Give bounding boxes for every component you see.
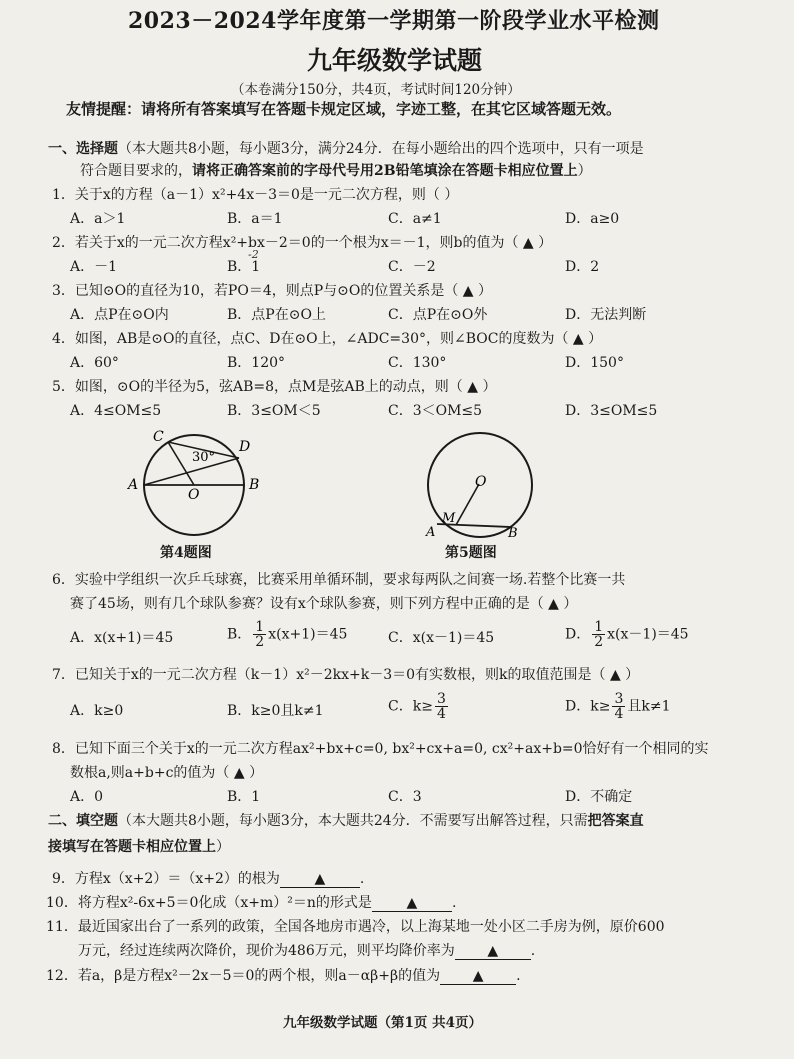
fig4-label-a: A (128, 477, 139, 493)
q5-option-c: C．3＜OM≤5 (388, 403, 483, 419)
fig5-label-o: O (475, 474, 487, 490)
section2-intro-bold-b: 接填写在答题卡相应位置上 (48, 839, 216, 855)
exam-info: （本卷满分150分，共4页，考试时间120分钟） (231, 82, 521, 98)
reminder-label: 友情提醒： (66, 100, 142, 118)
reminder-text: 请将所有答案填写在答题卡规定区域，字迹工整，在其它区域答题无效。 (141, 100, 622, 118)
q1-option-c: C．a≠1 (388, 211, 442, 227)
q8-option-d: D．不确定 (565, 789, 633, 805)
q6-option-b-prefix: B． (227, 626, 252, 643)
q10 (46, 892, 456, 912)
q11-answer-blank (455, 943, 531, 960)
fig4-label-o: O (188, 487, 200, 503)
q9-answer-mark: ▲ (314, 871, 326, 887)
fig4-label-b: B (249, 477, 260, 493)
q1-option-d: D．a≥0 (565, 211, 620, 227)
q10-answer-mark: ▲ (406, 895, 418, 911)
fig5-label-b: B (508, 526, 518, 541)
q6-option-d-prefix: D． (565, 626, 591, 643)
q3-stem: 3．已知⊙O的直径为10，若PO＝4，则点P与⊙O的位置关系是（ ▲ ） (52, 283, 493, 299)
section1-intro-line2 (80, 160, 592, 180)
page-footer: 九年级数学试题（第1页 共4页） (283, 1015, 482, 1031)
q1-stem: 1．关于x的方程（a－1）x²+4x－3＝0是一元二次方程，则（ ） (52, 187, 459, 203)
q8-stem-line2: 数根a,则a+b+c的值为（ ▲ ） (70, 765, 264, 781)
q7-option-d-suffix: 且k≠1 (627, 698, 671, 715)
q1-option-a: A．a＞1 (70, 211, 126, 227)
reminder (66, 98, 621, 119)
section1-intro-end: ） (577, 163, 592, 179)
q7-option-d-denominator: 4 (614, 706, 624, 722)
q7-option-a: A．k≥0 (70, 703, 124, 719)
q7-option-c (388, 692, 450, 721)
fig4-segment-co (168, 442, 194, 485)
q9-answer-blank (280, 871, 360, 888)
q12-answer-blank (440, 968, 516, 985)
q7-stem: 7．已知关于x的一元二次方程（k－1）x²－2kx+k－3＝0有实数根，则k的取值范围是（ ▲ ） (52, 667, 640, 683)
q8-option-a: A．0 (70, 789, 104, 805)
q6-stem-line2: 赛了45场，则有几个球队参赛？设有x个球队参赛，则下列方程中正确的是（ ▲ ） (70, 596, 578, 612)
fig5-caption: 第5题图 (445, 545, 497, 561)
q7-option-d (565, 692, 671, 721)
q5-stem: 5．如图，⊙O的半径为5，弦AB=8，点M是弦AB上的动点，则（ ▲ ） (52, 379, 497, 395)
q1-option-b: B．a＝1 (227, 211, 283, 227)
q9-end: . (359, 871, 365, 887)
q6-option-d-denominator: 2 (594, 634, 604, 650)
q6-option-b-expression: x(x+1)＝45 (268, 626, 348, 643)
q7-option-d-numerator: 3 (614, 691, 624, 707)
q6-option-a: A．x(x+1)＝45 (70, 630, 174, 646)
fig4-label-d: D (239, 439, 251, 455)
q6-stem-line1: 6．实验中学组织一次乒乓球赛，比赛采用单循环制，要求每两队之间赛一场.若整个比赛一共 (52, 572, 626, 588)
q11-answer-mark: ▲ (487, 943, 499, 959)
q2-handwritten-note: -2 (248, 248, 259, 261)
q6-option-b-fraction (253, 620, 266, 649)
q7-option-b: B．k≥0且k≠1 (227, 703, 324, 719)
fig5-segment-om (456, 484, 479, 525)
q2-option-b: B．1 (227, 259, 261, 275)
q6-option-d-fraction (592, 620, 605, 649)
q5-option-a: A．4≤OM≤5 (70, 403, 162, 419)
q11-stem-line2: 万元，经过连续两次降价，现价为486万元，则平均降价率为 (78, 943, 455, 959)
q11-stem-line1: 11．最近国家出台了一系列的政策，全国各地房市遇冷，以上海某地一处小区二手房为例，原价600 (46, 919, 665, 935)
section1-intro-a: （本大题共8小题，每小题3分，满分24分．在每小题给出的四个选项中，只有一项是 (118, 141, 644, 157)
fig4-label-c: C (153, 429, 164, 445)
q8-stem-line1: 8．已知下面三个关于x的一元二次方程ax²+bx+c=0, bx²+cx+a=0, cx²+ax+b=0恰好有一个相同的实 (52, 741, 709, 757)
q9 (52, 868, 364, 888)
section1-intro-bold: 请将正确答案前的字母代号用2B铅笔填涂在答题卡相应位置上 (192, 163, 578, 179)
q12-stem: 12．若a，β是方程x²－2x－5＝0的两个根，则a－αβ+β的值为 (46, 968, 441, 984)
q11-line2 (78, 940, 535, 960)
section2-intro-a: （本大题共8小题，每小题3分，本大题共24分．不需要写出解答过程，只需 (118, 813, 588, 829)
q7-option-c-denominator: 4 (436, 706, 446, 722)
q12 (46, 965, 521, 985)
section2-intro-line2 (48, 836, 230, 856)
q7-option-c-prefix: C．k≥ (388, 698, 433, 715)
exam-subtitle: 九年级数学试题 (307, 46, 483, 75)
section1-intro-line1 (48, 138, 644, 158)
section2-intro-end: ） (216, 839, 230, 855)
fig4-angle-label: 30° (192, 450, 216, 465)
q7-option-d-fraction (612, 692, 625, 721)
section2-intro-line1 (48, 810, 644, 830)
q7-option-c-numerator: 3 (436, 691, 446, 707)
q2-stem: 2．若关于x的一元二次方程x²+bx－2＝0的一个根为x＝－1，则b的值为（ ▲ ） (52, 235, 553, 251)
section1-heading: 一、选择题 (48, 141, 118, 157)
q10-answer-blank (372, 895, 452, 912)
q2-option-d: D．2 (565, 259, 600, 275)
q8-option-b: B．1 (227, 789, 261, 805)
q4-option-b: B．120° (227, 355, 286, 371)
q4-option-c: C．130° (388, 355, 447, 371)
q5-option-d: D．3≤OM≤5 (565, 403, 658, 419)
q6-option-b (227, 620, 347, 649)
q3-option-b: B．点P在⊙O上 (227, 307, 326, 323)
q9-stem: 9．方程x（x+2）＝（x+2）的根为 (52, 871, 280, 887)
q6-option-d-expression: x(x－1)＝45 (607, 626, 689, 643)
q3-option-a: A．点P在⊙O内 (70, 307, 169, 323)
exam-title: 2023－2024学年度第一学期第一阶段学业水平检测 (128, 8, 660, 34)
q4-stem: 4．如图，AB是⊙O的直径，点C、D在⊙O上，∠ADC=30°，则∠BOC的度数为（ ▲ ） (52, 331, 603, 347)
section2-heading: 二、填空题 (48, 813, 118, 829)
figure-4 (120, 425, 270, 545)
q7-option-d-prefix: D．k≥ (565, 698, 611, 715)
q3-option-d: D．无法判断 (565, 307, 647, 323)
q5-option-b: B．3≤OM＜5 (227, 403, 321, 419)
q12-end: . (516, 968, 521, 984)
q2-option-c: C．－2 (388, 259, 436, 275)
section1-intro-b: 符合题目要求的， (80, 163, 192, 179)
q6-option-d-numerator: 1 (594, 619, 604, 635)
fig5-label-m: M (442, 511, 456, 526)
q11-end: . (530, 943, 536, 959)
q6-option-b-denominator: 2 (255, 634, 265, 650)
q12-answer-mark: ▲ (472, 968, 484, 984)
q6-option-b-numerator: 1 (255, 619, 265, 635)
q6-option-c: C．x(x－1)＝45 (388, 630, 495, 646)
fig4-caption: 第4题图 (160, 545, 212, 561)
q4-option-d: D．150° (565, 355, 624, 371)
fig5-label-a: A (426, 525, 436, 540)
section2-intro-bold-a: 把答案直 (587, 813, 644, 829)
q8-option-c: C．3 (388, 789, 422, 805)
q6-option-d (565, 620, 689, 649)
q4-option-a: A．60° (70, 355, 119, 371)
q2-option-a: A．－1 (70, 259, 118, 275)
q7-option-c-fraction (435, 692, 448, 721)
q3-option-c: C．点P在⊙O外 (388, 307, 488, 323)
q10-end: . (451, 895, 457, 911)
q10-stem: 10．将方程x²-6x+5＝0化成（x+m）²＝n的形式是 (46, 895, 372, 911)
figure-5 (420, 430, 540, 545)
